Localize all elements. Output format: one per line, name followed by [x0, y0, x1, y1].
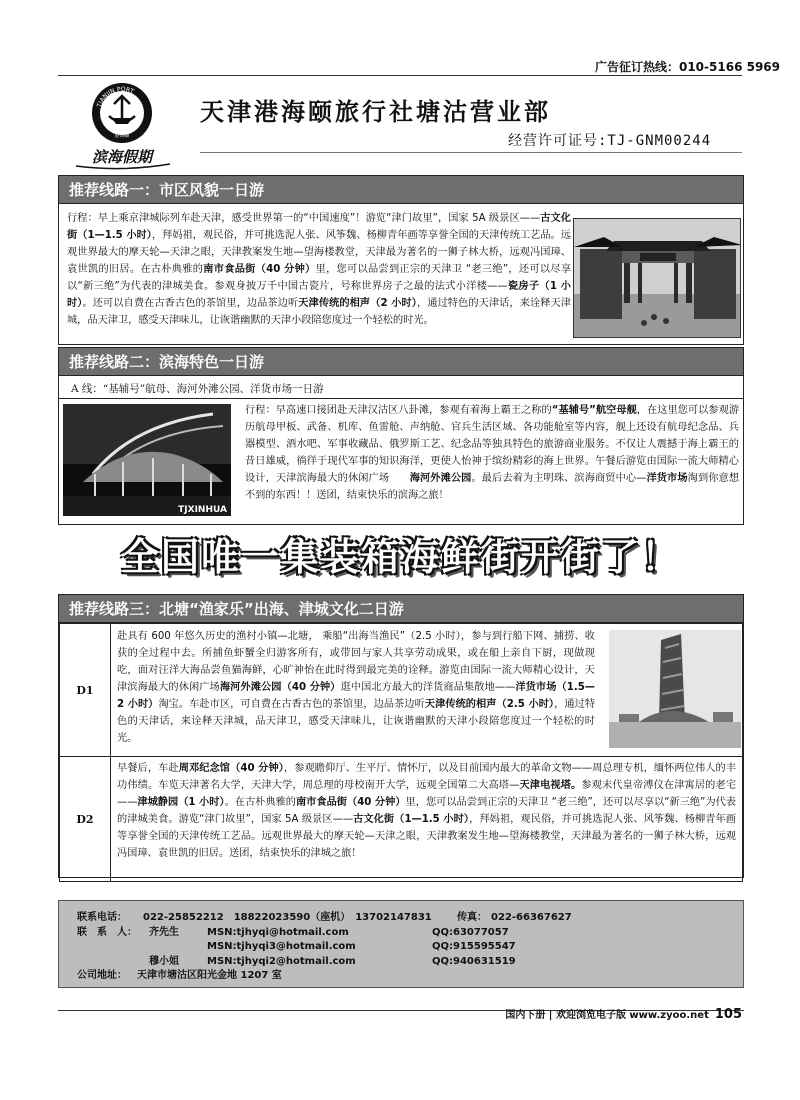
contact-person-1: 齐先生 [149, 926, 179, 938]
company-logo [62, 80, 182, 172]
qq-2: QQ:915595547 [432, 941, 516, 952]
route1-itinerary: 行程：早上乘京津城际列车赴天津，感受世界第一的“中国速度”！游览“津门故里”，国家 5A 级景区——古文化街（1—1.5 小时），拜妈祖，观民俗，并可挑选泥人张、风筝魏、杨柳青年画等享誉全国的天津传统工艺品。远观世界最大的摩天轮—天津之眼，天津教案发生地—望海楼教堂，天津最为著名的一狮子林大桥，远观冯国璋、袁世凯的旧居。在古朴典雅的南市食品街（40 分钟）里，您可以品尝到正宗的天津卫 “老三绝”，还可以尽享以“新三绝”为代表的津城美食。参观身披万千中国古瓷片，号称世界房子之最的法式小洋楼——瓷房子（1 小时）。还可以自费在古香古色的茶馆里，边品茶边听天津传统的相声（2 小时），通过特色的天津话，来诠释天津城，品天津卫，感受天津味儿，让诙谐幽默的天津小段陪您度过一个轻松的时光。 [67, 213, 572, 326]
msn-3: MSN:tjhyqi2@hotmail.com [207, 955, 356, 967]
contact-people-label: 联 系 人： [77, 926, 137, 938]
logo-caption: 滨海假期 [91, 148, 153, 166]
header-divider [200, 152, 742, 153]
day2-row [60, 757, 743, 882]
phone-numbers: 022-25852212 18822023590（座机） 13702147831 [143, 912, 432, 923]
msn-1: MSN:tjhyqi@hotmail.com [207, 926, 349, 938]
route2-itinerary: 行程：早高速口接团赴天津汉沽区八卦滩，参观有着海上霸王之称的“基辅号”航空母舰，在这里您可以参观游历航母甲板、武备、机库、鱼雷舱、声纳舱、官兵生活区域、各功能舱室等内容，舰上还设有航母纪念品、兵器模型、酒水吧、军事收藏品、俄罗斯工艺、纪念品等独具特色的旅游商业服务。不仅让人震撼于海上霸王的昔日雄威，徜徉于现代军事的知识海洋，更使人怡神于缤纷精彩的海上世界。午餐后游览由国际一流大师精心设计，天津滨海最大的休闲广场 海河外滩公园。最后去着为主明珠、滨海商贸中心—洋货市场淘到你意想不到的东西！！送团，结束快乐的滨海之旅！ [245, 405, 740, 501]
route2-title: 推荐线路二：滨海特色一日游 [59, 348, 743, 376]
company-name: 天津港海颐旅行社塘沽营业部 [200, 97, 551, 126]
logo-ring-text: TIANJIN PORT [95, 85, 135, 109]
company-address: 天津市塘沽区阳光金地 1207 室 [137, 970, 282, 981]
page-number: 105 [714, 1007, 742, 1022]
day1-itinerary: 赴具有 600 年悠久历史的渔村小镇—北塘， 乘船“出海当渔民”（2.5 小时），参与到行船下网、捕捞、收获的全过程中去。所捕鱼虾蟹全归游客所有，或带回与家人共享劳动成果，或在船上亲自下厨，现做现吃，面对汪洋大海品尝鱼猫海鲜，心旷神怡在此时得到最完美的诠释。游览由国际一流大师精心设计，天津滨海最大的休闲广场海河外滩公园（40 分钟）逛中国北方最大的洋货商品集散地——洋货市场（1.5—2 小时）淘宝。车赴市区，可自费在古香古色的茶馆里，边品茶边听天津传统的相声（2.5 小时），通过特色的天津话，来诠释天津城，品天津卫，感受天津味儿，让诙谐幽默的天津小段陪您度过一个轻松的时光。 [117, 631, 596, 744]
logo-small-text: 港海颐 [114, 133, 130, 139]
contact-info-box [58, 900, 744, 988]
seafood-street-banner: 全国唯一集装箱海鲜街开街了！ [120, 534, 681, 579]
contact-person-2: 穆小姐 [149, 955, 179, 967]
day2-label: D2 [60, 757, 111, 882]
license-number: 经营许可证号:TJ-GNM00244 [508, 133, 712, 149]
route1-section [58, 175, 744, 345]
day1-label: D1 [60, 624, 111, 757]
beitang-monument-photo [609, 630, 741, 748]
ad-hotline: 广告征订热线：010-5166 5969 [594, 60, 780, 74]
route3-section [58, 594, 744, 878]
top-divider [58, 75, 742, 76]
phone-label: 联系电话： [77, 912, 127, 923]
route3-title: 推荐线路三：北塘“渔家乐”出海、津城文化二日游 [59, 595, 743, 623]
route3-day-table [59, 623, 743, 882]
route2-subtitle: A 线：“基辅号”航母、海河外滩公园、洋货市场一日游 [71, 383, 324, 395]
footer-text: 国内下册 | 欢迎浏览电子版 www.zyoo.net [505, 1010, 709, 1021]
qq-3: QQ:940631519 [432, 955, 516, 967]
photo-credit: TJXINHUA [178, 505, 227, 515]
footer [505, 1006, 742, 1022]
day2-itinerary: 早餐后，车赴周邓纪念馆（40 分钟），参观瞻仰厅、生平厅、情怀厅，以及目前国内最大的革命文物——周总理专机，缅怀两位伟人的丰功伟绩。车览天津著名大学，天津大学，周总理的母校南开大学，远观全国第二大高塔—天津电视塔。参观末代皇帝溥仪在津寓居的老宅——津城静园（1 小时）。在古朴典雅的南市食品街（40 分钟）里，您可以品尝到正宗的天津卫 “老三绝”，还可以尽享以“新三绝”为代表的津城美食。游览“津门故里”，国家 5A 级景区——古文化街（1—1.5 小时），拜妈祖，观民俗，并可挑选泥人张、风筝魏、杨柳青年画等享誉全国的天津传统工艺品。远观世界最大的摩天轮—天津之眼，天津教案发生地—望海楼教堂，天津最为著名的一狮子林大桥，远观冯国璋、袁世凯的旧居。送团，结束快乐的津城之旅！ [117, 763, 737, 859]
msn-2: MSN:tjhyqi3@hotmail.com [207, 941, 356, 952]
day1-row [60, 624, 743, 757]
route1-title: 推荐线路一：市区风貌一日游 [59, 176, 743, 204]
fax-number: 022-66367627 [491, 912, 572, 923]
qq-1: QQ:63077057 [432, 926, 509, 938]
kiev-carrier-photo [63, 404, 231, 516]
fax-label: 传真： [457, 912, 487, 923]
route2-section [58, 347, 744, 525]
ancient-culture-street-photo [573, 218, 741, 338]
address-label: 公司地址： [77, 970, 127, 981]
